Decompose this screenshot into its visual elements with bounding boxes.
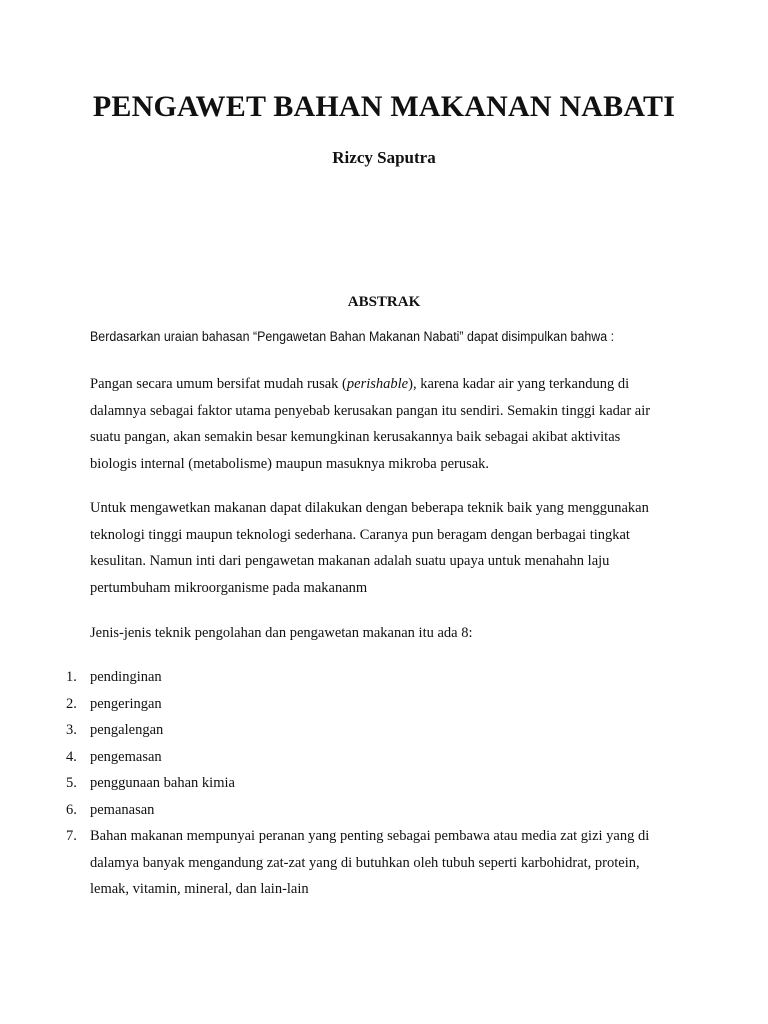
list-text-line-1: Bahan makanan mempunyai peranan yang penting sebagai pembawa atau media zat gizi yang di <box>90 828 650 844</box>
list-text: penggunaan bahan kimia <box>90 775 235 791</box>
list-text: pengeringan <box>90 695 162 712</box>
paragraph-1-line-2: dalamnya sebagai faktor utama penyebab kerusakan pangan itu sendiri. Semakin tinggi kadar air <box>90 402 651 419</box>
paragraph-2-line-3: kesulitan. Namun inti dari pengawetan makanan adalah suatu upaya untuk menahahn laju <box>90 553 610 569</box>
paragraph-1-text-after: ), karena kadar air yang terkandung di <box>408 376 630 392</box>
section-heading-abstrak: ABSTRAK <box>347 294 421 310</box>
list-text-line-2: dalamya banyak mengandung zat-zat yang di butuhkan oleh tubuh seperti karbohidrat, protein, <box>90 854 640 871</box>
list-number: 5. <box>66 775 77 791</box>
paragraph-2 <box>90 495 680 601</box>
italic-term: perishable <box>346 376 409 392</box>
paragraph-2-line-4: pertumbuham mikroorganisme pada makananm <box>90 579 368 596</box>
paragraph-1 <box>90 371 680 477</box>
list-number: 2. <box>66 695 77 712</box>
paragraph-3 <box>90 620 680 647</box>
list-number: 1. <box>66 669 77 685</box>
list-text: pengemasan <box>90 748 162 765</box>
list-number: 4. <box>66 748 77 765</box>
intro-sentence: Berdasarkan uraian bahasan “Pengawetan Bahan Makanan Nabati” dapat disimpulkan bahwa : <box>90 329 615 344</box>
document-title: PENGAWET BAHAN MAKANAN NABATI <box>92 90 676 123</box>
list-text: pengalengan <box>90 722 164 738</box>
author-name: Rizcy Saputra <box>332 148 436 167</box>
list-text-line-3: lemak, vitamin, mineral, dan lain-lain <box>90 881 309 897</box>
paragraph-1-text-before: Pangan secara umum bersifat mudah rusak ( <box>90 376 347 392</box>
list-number: 7. <box>66 828 77 844</box>
list-text <box>90 823 690 903</box>
paragraph-2-line-1: Untuk mengawetkan makanan dapat dilakukan dengan beberapa teknik baik yang menggunakan <box>90 500 649 516</box>
paragraph-1-line-4: biologis internal (metabolisme) maupun masuknya mikroba perusak. <box>90 455 490 472</box>
list-text: pendinginan <box>90 669 162 685</box>
paragraph-1-line-3: suatu pangan, akan semakin besar kemungkinan kerusakannya baik sebagai akibat aktivitas <box>90 429 621 445</box>
list-text: pemanasan <box>90 801 155 818</box>
paragraph-3-line-1: Jenis-jenis teknik pengolahan dan pengawetan makanan itu ada 8: <box>90 625 473 641</box>
paragraph-2-line-2: teknologi tinggi maupun teknologi sederhana. Caranya pun beragam dengan berbagai tingkat <box>90 526 630 543</box>
list-number: 3. <box>66 722 77 738</box>
paragraph-1-line-1 <box>90 371 680 398</box>
list-number: 6. <box>66 801 77 818</box>
